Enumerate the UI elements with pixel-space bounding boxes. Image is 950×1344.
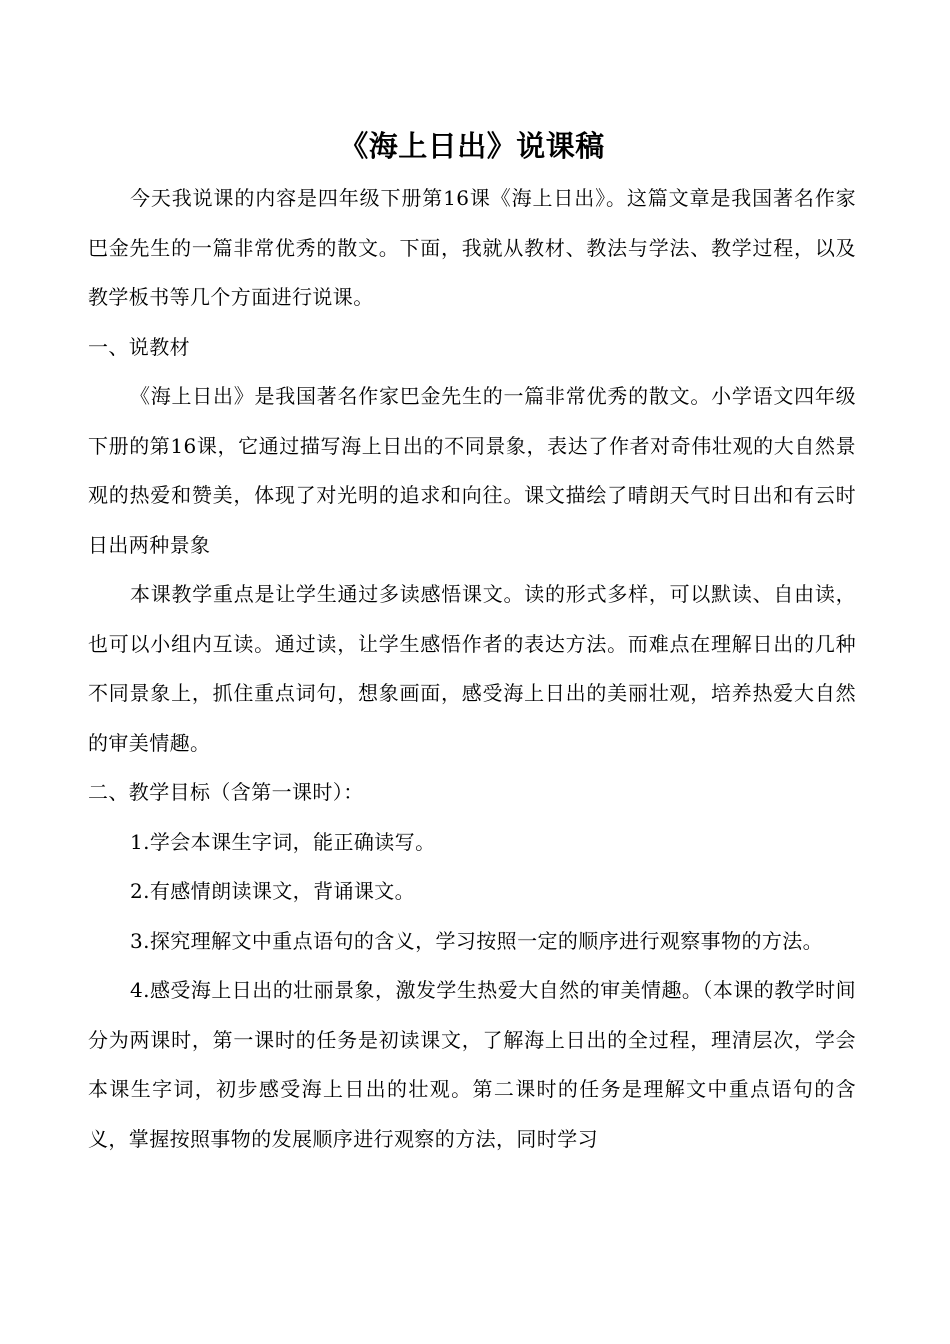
document-title: 《海上日出》说课稿 bbox=[339, 129, 605, 163]
document-page bbox=[88, 118, 856, 1164]
intro-paragraph: 今天我说课的内容是四年级下册第16课《海上日出》。这篇文章是我国著名作家巴金先生的一篇非常优秀的散文。下面，我就从教材、教法与学法、教学过程，以及教学板书等几个方面进行说课。 bbox=[88, 186, 856, 309]
key-points-paragraph: 本课教学重点是让学生通过多读感悟课文。读的形式多样，可以默读、自由读，也可以小组内互读。通过读，让学生感悟作者的表达方法。而难点在理解日出的几种不同景象上，抓住重点词句，想象画面，感受海上日出的美丽壮观，培养热爱大自然的审美情趣。 bbox=[88, 582, 856, 755]
goal-item-3: 3.探究理解文中重点语句的含义，学习按照一定的顺序进行观察事物的方法。 bbox=[130, 928, 824, 953]
section-heading-teaching-goals: 二、教学目标（含第一课时）： bbox=[88, 780, 364, 804]
goal-item-4: 4.感受海上日出的壮丽景象，激发学生热爱大自然的审美情趣。（本课的教学时间分为两课时，第一课时的任务是初读课文，了解海上日出的全过程，理清层次，学会本课生字词，初步感受海上日出的壮观。第二课时的任务是理解文中重点语句的含义，掌握按照事物的发展顺序进行观察的方法，同时学习 bbox=[88, 978, 856, 1151]
goal-item-1: 1.学会本课生字词，能正确读写。 bbox=[130, 829, 436, 854]
section-heading-teaching-material: 一、说教材 bbox=[88, 334, 190, 359]
goal-item-2: 2.有感情朗读课文，背诵课文。 bbox=[130, 879, 416, 903]
teaching-material-paragraph: 《海上日出》是我国著名作家巴金先生的一篇非常优秀的散文。小学语文四年级下册的第16课，它通过描写海上日出的不同景象，表达了作者对奇伟壮观的大自然景观的热爱和赞美，体现了对光明的追求和向往。课文描绘了晴朗天气时日出和有云时日出两种景象 bbox=[88, 384, 856, 557]
